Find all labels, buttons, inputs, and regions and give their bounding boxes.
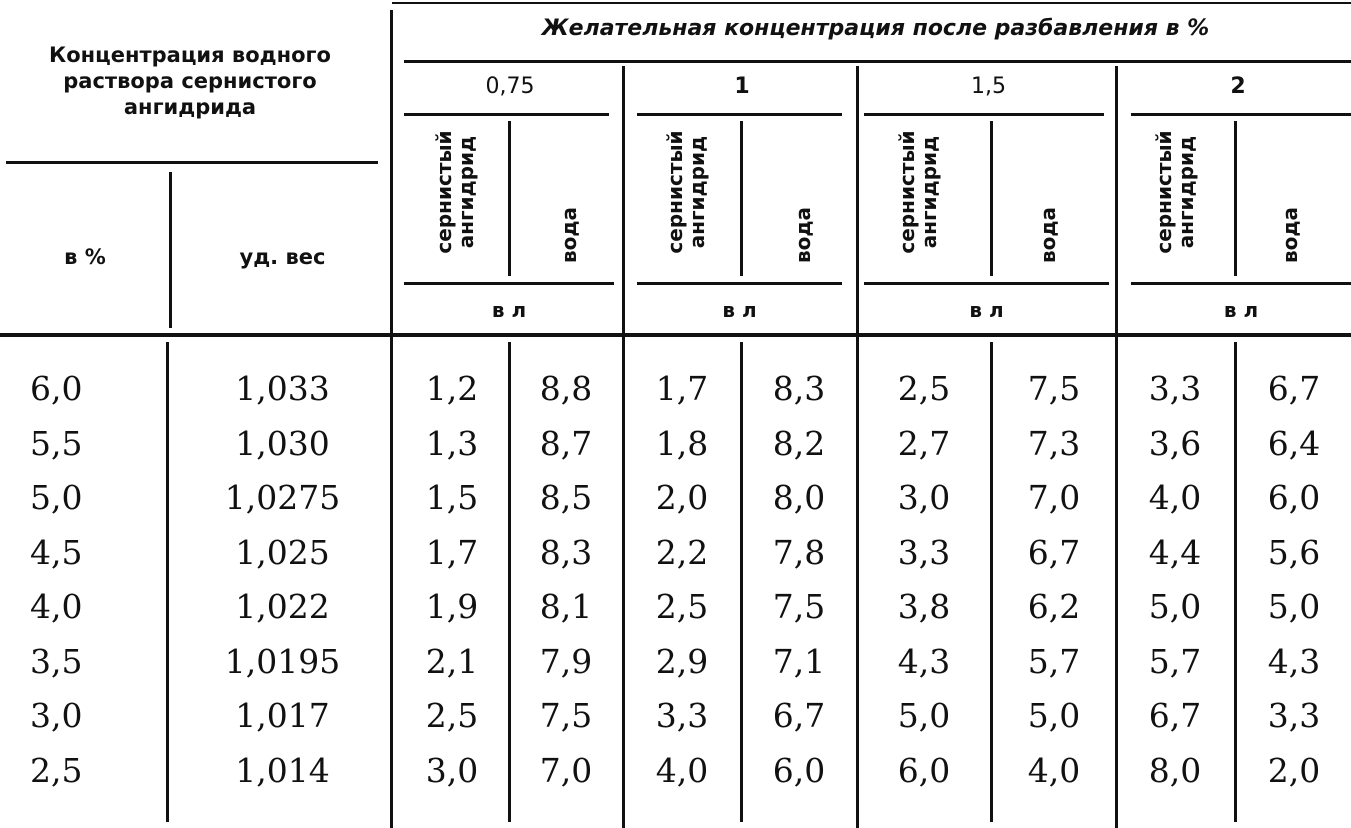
cell-percent: 3,0: [30, 696, 83, 735]
cell-g3-water: 7,5: [1027, 369, 1081, 408]
cell-g3-sulfur: 6,0: [897, 750, 951, 790]
cell-density: 1,014: [235, 750, 330, 790]
cell-g1-sulfur: 1,3: [425, 423, 479, 463]
unit-rule-4: [1131, 282, 1351, 285]
group-rule-4: [1131, 113, 1351, 116]
cell-g4-sulfur: 6,7: [1148, 696, 1202, 735]
cell-g1-water: 7,9: [539, 641, 593, 681]
subheader-water-2: вода: [791, 206, 815, 264]
cell-g3-sulfur: 3,0: [897, 478, 951, 517]
cell-g4-sulfur: 5,0: [1148, 587, 1202, 626]
cell-g3-water: 6,7: [1027, 532, 1081, 572]
unit-rule-2: [637, 282, 842, 285]
cell-g2-sulfur: 1,8: [655, 423, 709, 463]
cell-g3-water: 7,3: [1027, 423, 1081, 463]
group-rule-3: [864, 113, 1104, 116]
cell-g3-sulfur: 3,3: [897, 532, 951, 572]
cell-g1-sulfur: 1,9: [425, 587, 479, 626]
cell-g3-water: 5,0: [1027, 696, 1081, 735]
cell-percent: 6,0: [30, 369, 83, 408]
cell-g1-water: 8,1: [539, 587, 593, 626]
target-concentration-header: Желательная концентрация после разбавления в %: [541, 16, 1210, 41]
cell-g4-water: 6,0: [1267, 478, 1321, 517]
header-bottom-rule: [0, 333, 1351, 337]
cell-percent: 3,5: [30, 641, 83, 681]
cell-g3-sulfur: 2,5: [897, 369, 951, 408]
unit-label-4: в л: [1223, 298, 1259, 322]
unit-rule-3: [864, 282, 1109, 285]
cell-g3-water: 7,0: [1027, 478, 1081, 517]
cell-g2-water: 6,0: [772, 750, 826, 790]
cell-g1-water: 7,0: [539, 750, 593, 790]
cell-g3-sulfur: 2,7: [897, 423, 951, 463]
cell-g4-water: 3,3: [1267, 696, 1321, 735]
cell-g2-water: 7,5: [772, 587, 826, 626]
vrule-sub-3-body: [990, 342, 993, 822]
unit-label-1: в л: [491, 298, 527, 322]
cell-g2-sulfur: 2,0: [655, 478, 709, 517]
group-rule-1: [404, 113, 609, 116]
subheader-sulfur-4: сернистый ангидрид: [1152, 130, 1198, 254]
vrule-source-target: [390, 10, 393, 828]
cell-g2-sulfur: 2,9: [655, 641, 709, 681]
cell-g4-sulfur: 4,0: [1148, 478, 1202, 517]
subheader-sulfur-3: сернистый ангидрид: [895, 130, 941, 254]
cell-density: 1,0195: [224, 641, 341, 681]
vrule-percent-density: [169, 172, 172, 328]
cell-g1-water: 8,5: [539, 478, 593, 517]
cell-g4-water: 5,0: [1267, 587, 1321, 626]
unit-label-3: в л: [969, 298, 1004, 322]
vrule-group-3: [856, 66, 859, 828]
cell-g2-sulfur: 2,2: [655, 532, 709, 572]
cell-percent: 5,5: [30, 423, 83, 463]
target-title-rule: [404, 60, 1351, 63]
cell-percent: 4,5: [30, 532, 83, 572]
unit-label-2: в л: [722, 298, 757, 322]
top-rule-right: [392, 2, 1351, 4]
vrule-sub-1-body: [508, 342, 511, 822]
cell-percent: 2,5: [30, 750, 83, 790]
cell-g2-sulfur: 3,3: [655, 696, 709, 735]
cell-g2-sulfur: 4,0: [655, 750, 709, 790]
cell-g3-water: 6,2: [1027, 587, 1081, 626]
vrule-sub-4-body: [1234, 342, 1237, 822]
cell-g1-water: 8,3: [539, 532, 593, 572]
cell-g2-water: 8,0: [772, 478, 826, 517]
cell-density: 1,0275: [224, 478, 341, 517]
cell-density: 1,030: [235, 423, 330, 463]
cell-density: 1,033: [235, 369, 330, 408]
cell-g1-sulfur: 1,2: [425, 369, 479, 408]
cell-g4-sulfur: 5,7: [1148, 641, 1202, 681]
cell-g3-sulfur: 3,8: [897, 587, 951, 626]
cell-g2-sulfur: 2,5: [655, 587, 709, 626]
cell-g4-water: 5,6: [1267, 532, 1321, 572]
group-label-3: 1,5: [971, 74, 1006, 99]
subheader-water-1: вода: [557, 206, 581, 264]
group-label-4: 2: [1230, 74, 1246, 99]
source-concentration-header: Концентрация водного раствора сернистого ангидрида: [49, 43, 331, 119]
cell-g2-water: 6,7: [772, 696, 826, 735]
source-header-rule: [6, 161, 378, 164]
vrule-sub-4: [1234, 121, 1237, 276]
vrule-sub-3: [990, 121, 993, 276]
cell-g1-sulfur: 1,7: [425, 532, 479, 572]
vrule-sub-2: [740, 121, 743, 276]
cell-g2-water: 7,1: [772, 641, 826, 681]
cell-g3-sulfur: 4,3: [897, 641, 951, 681]
vrule-percent-density-body: [166, 342, 169, 822]
vrule-sub-1: [508, 121, 511, 276]
cell-g1-sulfur: 3,0: [425, 750, 479, 790]
subheader-sulfur-1: сернистый ангидрид: [432, 130, 478, 254]
cell-g1-sulfur: 2,1: [425, 641, 479, 681]
cell-g1-sulfur: 1,5: [425, 478, 479, 517]
cell-g4-water: 2,0: [1267, 750, 1321, 790]
cell-g1-water: 7,5: [539, 696, 593, 735]
cell-g2-sulfur: 1,7: [655, 369, 709, 408]
cell-g1-water: 8,8: [539, 369, 593, 408]
cell-g4-sulfur: 3,6: [1148, 423, 1202, 463]
cell-g1-sulfur: 2,5: [425, 696, 479, 735]
vrule-sub-2-body: [740, 342, 743, 822]
cell-percent: 4,0: [30, 587, 83, 626]
cell-density: 1,025: [235, 532, 330, 572]
cell-g3-sulfur: 5,0: [897, 696, 951, 735]
subheader-sulfur-2: сернистый ангидрид: [663, 130, 709, 254]
cell-g4-water: 6,4: [1267, 423, 1321, 463]
percent-column-header: в %: [64, 245, 106, 269]
cell-g4-sulfur: 8,0: [1148, 750, 1202, 790]
subheader-water-3: вода: [1036, 206, 1060, 264]
unit-rule-1: [404, 282, 614, 285]
vrule-group-2: [622, 66, 625, 828]
density-column-header: уд. вес: [239, 245, 326, 269]
cell-g3-water: 4,0: [1027, 750, 1081, 790]
group-label-2: 1: [734, 74, 750, 99]
cell-g4-sulfur: 4,4: [1148, 532, 1202, 572]
cell-g4-sulfur: 3,3: [1148, 369, 1202, 408]
cell-percent: 5,0: [30, 478, 83, 517]
cell-g4-water: 4,3: [1267, 641, 1321, 681]
group-label-1: 0,75: [485, 74, 535, 99]
cell-g4-water: 6,7: [1267, 369, 1321, 408]
cell-g2-water: 7,8: [772, 532, 826, 572]
cell-g2-water: 8,3: [772, 369, 826, 408]
cell-g1-water: 8,7: [539, 423, 593, 463]
subheader-water-4: вода: [1278, 206, 1302, 264]
cell-g2-water: 8,2: [772, 423, 826, 463]
cell-g3-water: 5,7: [1027, 641, 1081, 681]
group-rule-2: [637, 113, 842, 116]
vrule-group-4: [1115, 66, 1118, 828]
cell-density: 1,017: [235, 696, 330, 735]
cell-density: 1,022: [235, 587, 330, 626]
